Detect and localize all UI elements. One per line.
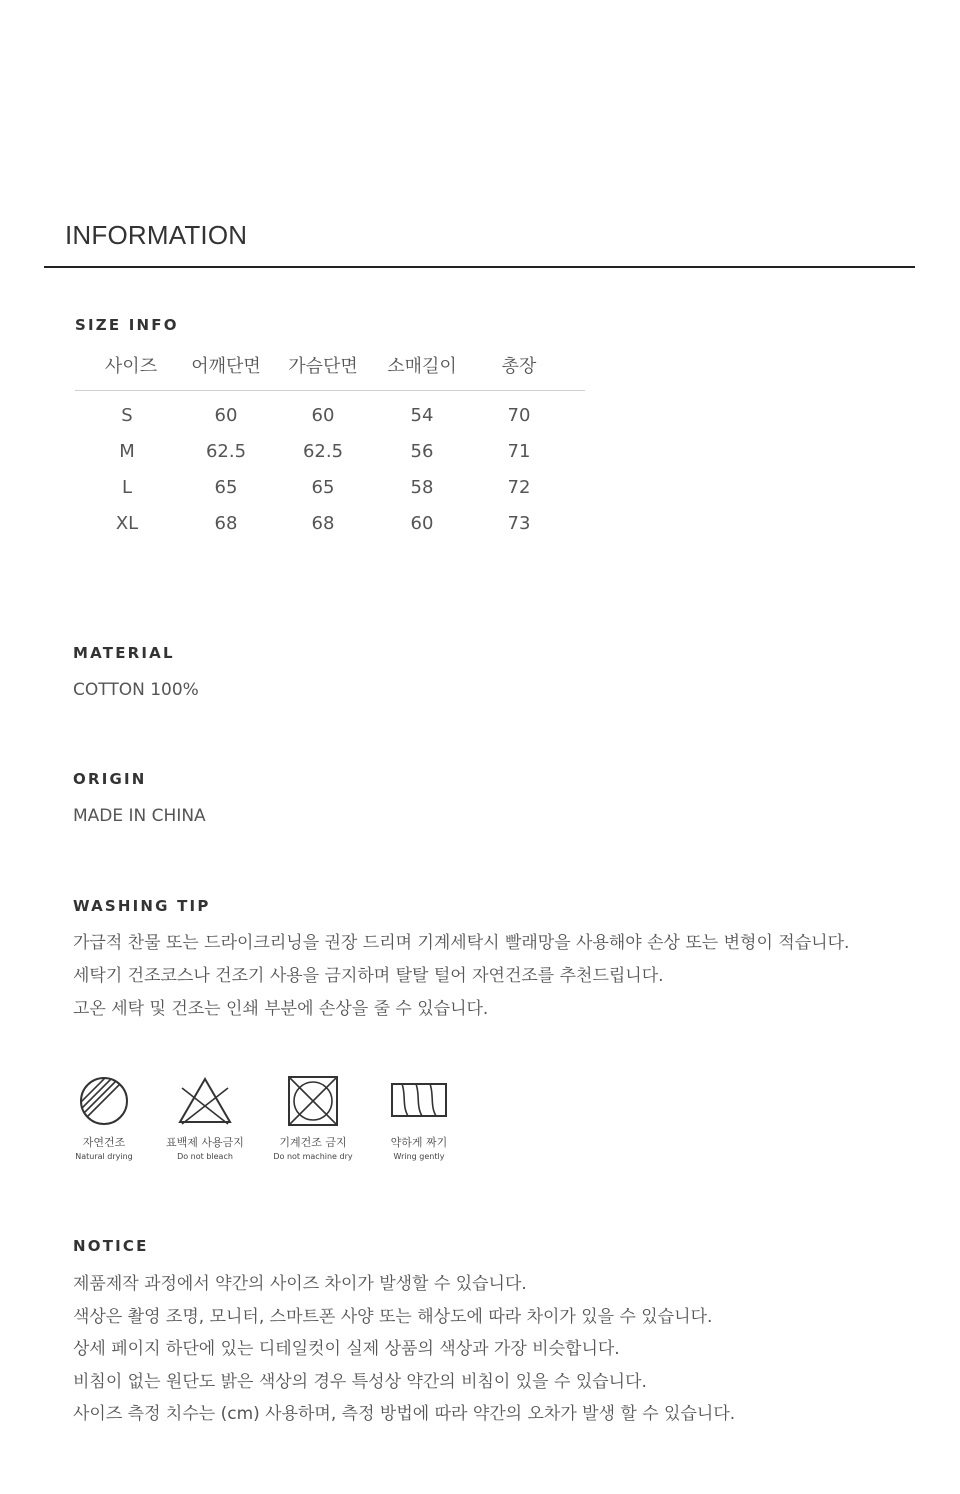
title-divider	[44, 266, 915, 268]
material-value: COTTON 100%	[73, 680, 199, 700]
table-cell: 70	[507, 405, 531, 426]
table-cell: 68	[214, 513, 238, 534]
size-table-header	[75, 348, 585, 391]
origin-heading: ORIGIN	[73, 770, 147, 788]
column-header-sleeve: 소매길이	[387, 356, 457, 377]
table-cell: 54	[410, 405, 434, 426]
table-cell: XL	[115, 513, 139, 534]
notice-line: 사이즈 측정 치수는 (cm) 사용하며, 측정 방법에 따라 약간의 오차가 발생 할 수 있습니다.	[73, 1404, 736, 1425]
table-cell: 65	[311, 477, 335, 498]
care-label-ko: 약하게 짜기	[390, 1136, 448, 1149]
column-header-chest: 가슴단면	[288, 356, 358, 377]
wring-gently-icon	[388, 1074, 450, 1128]
table-cell: 73	[507, 513, 531, 534]
care-icon-natural-drying	[64, 1074, 144, 1161]
table-cell: M	[119, 441, 135, 462]
table-cell: 60	[410, 513, 434, 534]
table-row	[75, 507, 585, 543]
notice-heading: NOTICE	[73, 1237, 149, 1255]
column-header-size: 사이즈	[104, 356, 158, 377]
washing-tip-line: 가급적 찬물 또는 드라이크리닝을 권장 드리며 기계세탁시 빨래망을 사용해야 손상 또는 변형이 적습니다.	[73, 933, 850, 953]
table-cell: 71	[507, 441, 531, 462]
size-info-heading: SIZE INFO	[75, 316, 179, 334]
washing-tip-line: 고온 세탁 및 건조는 인쇄 부분에 손상을 줄 수 있습니다.	[73, 999, 489, 1019]
table-cell: 65	[214, 477, 238, 498]
table-row	[75, 399, 585, 435]
notice-line: 색상은 촬영 조명, 모니터, 스마트폰 사양 또는 해상도에 따라 차이가 있을 수 있습니다.	[73, 1306, 713, 1327]
table-row	[75, 471, 585, 507]
care-icon-wring-gently	[376, 1074, 462, 1161]
column-header-length: 총장	[501, 356, 537, 377]
washing-tip-heading: WASHING TIP	[73, 897, 211, 915]
table-cell: 62.5	[302, 441, 344, 462]
table-cell: 60	[214, 405, 238, 426]
care-label-en: Do not bleach	[177, 1152, 233, 1161]
table-cell: 72	[507, 477, 531, 498]
care-label-en: Natural drying	[75, 1152, 133, 1161]
material-heading: MATERIAL	[73, 644, 175, 662]
size-table	[75, 348, 585, 543]
care-label-ko: 표백제 사용금지	[166, 1136, 244, 1149]
natural-drying-icon	[77, 1074, 131, 1128]
no-bleach-icon	[176, 1074, 234, 1128]
table-cell: 58	[410, 477, 434, 498]
page-title: INFORMATION	[65, 220, 248, 250]
care-label-ko: 자연건조	[82, 1136, 126, 1149]
table-cell: 56	[410, 441, 434, 462]
care-icon-no-bleach	[155, 1074, 255, 1161]
table-row	[75, 435, 585, 471]
table-cell: 60	[311, 405, 335, 426]
origin-value: MADE IN CHINA	[73, 806, 206, 826]
table-cell: S	[121, 405, 133, 426]
column-header-shoulder: 어깨단면	[191, 356, 261, 377]
no-machine-dry-icon	[286, 1074, 340, 1128]
notice-line: 제품제작 과정에서 약간의 사이즈 차이가 발생할 수 있습니다.	[73, 1274, 527, 1294]
care-label-en: Do not machine dry	[273, 1152, 353, 1161]
table-cell: L	[121, 477, 133, 498]
care-label-en: Wring gently	[393, 1152, 445, 1161]
care-icon-no-machine-dry	[263, 1074, 363, 1161]
table-cell: 68	[311, 513, 335, 534]
notice-line: 비침이 없는 원단도 밝은 색상의 경우 특성상 약간의 비침이 있을 수 있습니다.	[73, 1371, 647, 1392]
notice-line: 상세 페이지 하단에 있는 디테일컷이 실제 상품의 색상과 가장 비슷합니다.	[73, 1339, 620, 1360]
care-label-ko: 기계건조 금지	[279, 1136, 347, 1149]
table-cell: 62.5	[205, 441, 247, 462]
washing-tip-line: 세탁기 건조코스나 건조기 사용을 금지하며 탈탈 털어 자연건조를 추천드립니다.	[73, 966, 664, 986]
washing-tip-text	[73, 927, 849, 1026]
notice-text	[73, 1268, 735, 1431]
